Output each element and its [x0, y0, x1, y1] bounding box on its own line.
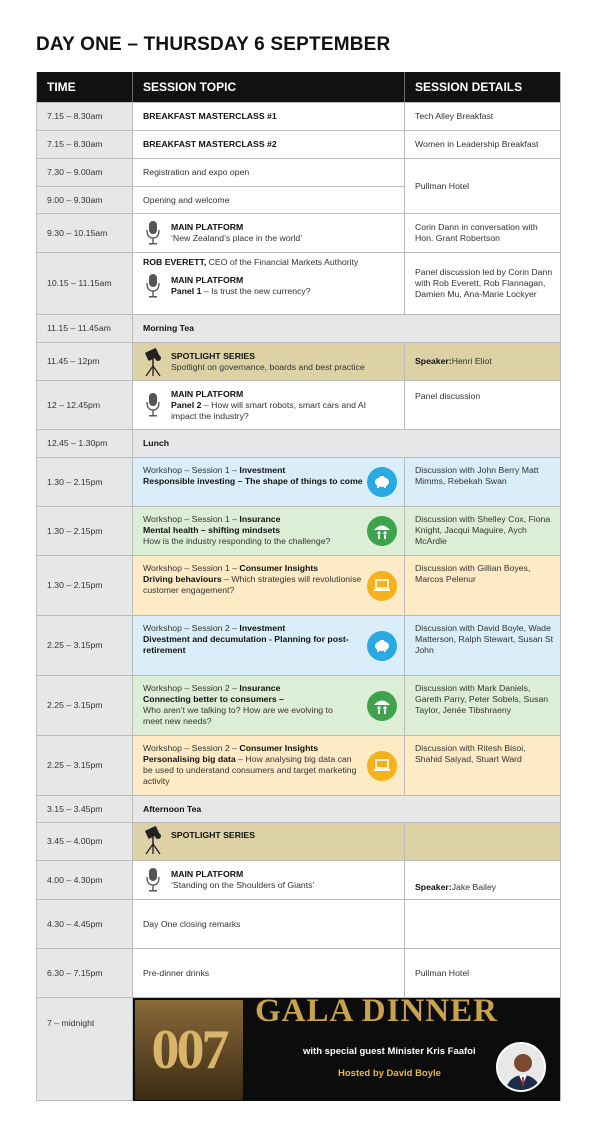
details-cell: Henri Eliot	[451, 356, 492, 366]
workshop-prefix: Workshop – Session 2 –	[143, 683, 240, 693]
details-cell: Discussion with Shelley Cox, Fiona Knight, Jacqui Maguire, Aych McArdle	[405, 507, 560, 555]
details-cell: Discussion with Mark Daniels, Gareth Parry, Peter Sobels, Susan Taylor, Jenée Tibshraeny	[405, 676, 560, 735]
time-cell: 9.00 – 9.30am	[37, 187, 133, 213]
schedule-table	[36, 72, 561, 1101]
details-cell: Pullman Hotel	[415, 967, 470, 978]
topic-cell: Mental health – shifting mindsets	[143, 525, 281, 535]
laptop-icon	[367, 571, 397, 601]
piggy-bank-icon	[367, 631, 397, 661]
stream-label: Insurance	[239, 683, 281, 693]
table-row	[37, 795, 560, 822]
piggy-bank-icon	[367, 467, 397, 497]
header-details: SESSION DETAILS	[415, 80, 523, 94]
table-header	[37, 72, 560, 102]
speaker-label: Speaker:	[415, 356, 452, 366]
workshop-prefix: Workshop – Session 1 –	[143, 465, 240, 475]
details-cell: Panel discussion	[415, 391, 481, 401]
spotlight-icon	[139, 347, 167, 377]
topic-cell: – Is trust the new currency?	[201, 286, 311, 296]
time-cell: 4.00 – 4.30pm	[37, 861, 133, 899]
gala-logo: 007	[135, 1000, 243, 1100]
time-cell: 6.30 – 7.15pm	[37, 949, 133, 997]
topic-question: – How analysing big data can be used to understand consumers and target marketing activity	[143, 754, 357, 786]
spotlight-icon	[139, 825, 167, 855]
break-label: Afternoon Tea	[143, 803, 202, 814]
time-cell: 2.25 – 3.15pm	[37, 736, 133, 795]
workshop-prefix: Workshop – Session 2 –	[143, 743, 240, 753]
details-cell	[405, 823, 560, 860]
workshop-prefix: Workshop – Session 2 –	[143, 623, 240, 633]
table-row	[37, 506, 560, 555]
speaker-role: CEO of the Financial Markets Authority	[206, 257, 359, 267]
topic-cell: ‘New Zealand’s place in the world’	[171, 233, 303, 243]
table-row	[37, 130, 560, 158]
time-cell: 1.30 – 2.15pm	[37, 458, 133, 506]
details-cell: Panel discussion led by Corin Dann with Rob Everett, Rob Flannagan, Damien Mu, Ana-Marie Lockyer	[415, 267, 553, 299]
laptop-icon	[367, 751, 397, 781]
time-cell: 7 – midnight	[37, 998, 133, 1100]
time-cell: 2.25 – 3.15pm	[37, 676, 133, 735]
time-cell: 10.15 – 11.15am	[37, 253, 133, 314]
table-row	[37, 213, 560, 252]
main-platform-label: MAIN PLATFORM	[171, 388, 244, 399]
speaker-label: Speaker:	[415, 882, 452, 892]
details-cell: Women in Leadership Breakfast	[415, 139, 539, 149]
panel-label: Panel 2	[171, 399, 202, 410]
time-cell: 3.45 – 4.00pm	[37, 823, 133, 860]
topic-cell: ‘Standing on the Shoulders of Giants’	[171, 880, 315, 890]
table-row	[37, 555, 560, 615]
details-cell: Tech Alley Breakfast	[415, 111, 494, 121]
spotlight-label: SPOTLIGHT SERIES	[171, 350, 255, 361]
details-cell: Discussion with Gillian Boyes, Marcos Pelenur	[405, 556, 560, 615]
guest-avatar	[496, 1042, 546, 1092]
topic-cell: Day One closing remarks	[133, 900, 405, 948]
gala-dinner-banner	[133, 998, 560, 1101]
time-cell: 4.30 – 4.45pm	[37, 900, 133, 948]
stream-label: Insurance	[239, 514, 281, 524]
topic-cell: Pre-dinner drinks	[133, 949, 405, 997]
time-cell: 11.45 – 12pm	[37, 343, 133, 380]
stream-label: Investment	[239, 623, 286, 633]
table-row	[37, 860, 560, 899]
topic-question: – Which strategies will revolutionise customer engagement?	[143, 574, 362, 595]
topic-cell: Connecting better to consumers –	[143, 694, 284, 704]
table-row	[37, 948, 560, 997]
details-cell	[405, 900, 560, 948]
details-cell: Jake Bailey	[451, 882, 497, 892]
topic-cell: Registration and expo open	[133, 159, 405, 186]
topic-cell: BREAKFAST MASTERCLASS #1	[143, 111, 277, 121]
time-cell: 7.15 – 8.30am	[37, 131, 133, 158]
gala-host: Hosted by David Boyle	[338, 1068, 441, 1079]
time-cell: 1.30 – 2.15pm	[37, 507, 133, 555]
details-cell: Corin Dann in conversation with Hon. Grant Robertson	[415, 222, 538, 243]
microphone-icon	[139, 220, 167, 246]
main-platform-label: MAIN PLATFORM	[171, 222, 244, 232]
topic-cell: Responsible investing – The shape of things to come	[143, 476, 363, 486]
time-cell: 11.15 – 11.45am	[37, 315, 133, 342]
table-row	[37, 997, 560, 1101]
family-umbrella-icon	[367, 691, 397, 721]
details-cell: Pullman Hotel	[415, 180, 470, 191]
spotlight-label: SPOTLIGHT SERIES	[171, 830, 255, 840]
topic-question: Who aren’t we talking to? How are we evolving to meet new needs?	[143, 705, 333, 726]
microphone-icon	[139, 867, 167, 893]
topic-cell: Driving behaviours	[143, 574, 222, 584]
topic-cell: Personalising big data	[143, 754, 236, 764]
page-title: DAY ONE – THURSDAY 6 SEPTEMBER	[36, 34, 391, 55]
gala-subtitle: with special guest Minister Kris Faafoi	[303, 1046, 476, 1057]
topic-cell: Opening and welcome	[133, 187, 405, 213]
gala-title: GALA DINNER	[255, 998, 498, 1029]
break-label: Lunch	[143, 438, 170, 448]
table-row	[37, 342, 560, 380]
topic-cell: – How will smart robots, smart cars and AI impact the industry?	[171, 399, 367, 421]
header-topic: SESSION TOPIC	[133, 72, 405, 102]
table-row	[37, 102, 560, 130]
time-cell: 7.30 – 9.00am	[37, 159, 133, 186]
table-row	[37, 735, 560, 795]
time-cell: 7.15 – 8.30am	[37, 103, 133, 130]
time-cell: 12.45 – 1.30pm	[37, 430, 133, 457]
main-platform-label: MAIN PLATFORM	[171, 869, 244, 879]
microphone-icon	[139, 273, 167, 299]
table-row	[37, 675, 560, 735]
main-platform-label: MAIN PLATFORM	[171, 275, 244, 285]
time-cell: 3.15 – 3.45pm	[37, 796, 133, 822]
details-cell: Discussion with Ritesh Bisoi, Shahid Saiyad, Stuart Ward	[405, 736, 560, 795]
table-row	[37, 252, 560, 314]
stream-label: Investment	[239, 465, 286, 475]
time-cell: 9.30 – 10.15am	[37, 214, 133, 252]
workshop-prefix: Workshop – Session 1 –	[143, 563, 240, 573]
table-row	[37, 615, 560, 675]
stream-label: Consumer Insights	[239, 743, 319, 753]
topic-question: How is the industry responding to the challenge?	[143, 536, 331, 546]
table-row	[37, 899, 560, 948]
break-label: Morning Tea	[143, 323, 194, 333]
stream-label: Consumer Insights	[239, 563, 319, 573]
topic-cell: Spotlight on governance, boards and best practice	[171, 361, 365, 372]
merged-rows	[37, 158, 560, 213]
table-row	[37, 429, 560, 457]
table-row	[37, 380, 560, 429]
family-umbrella-icon	[367, 516, 397, 546]
topic-cell: BREAKFAST MASTERCLASS #2	[143, 139, 277, 149]
header-time: TIME	[37, 72, 133, 102]
time-cell: 12 – 12.45pm	[37, 381, 133, 429]
details-cell: Discussion with John Berry Matt Mimms, Rebekah Swan	[405, 458, 560, 506]
table-row	[37, 822, 560, 860]
topic-cell: Divestment and decumulation - Planning for post-retirement	[143, 634, 349, 655]
table-row	[37, 457, 560, 506]
time-cell: 1.30 – 2.15pm	[37, 556, 133, 615]
workshop-prefix: Workshop – Session 1 –	[143, 514, 240, 524]
table-row	[37, 314, 560, 342]
microphone-icon	[139, 392, 167, 418]
panel-label: Panel 1	[171, 286, 202, 296]
speaker-name: ROB EVERETT,	[143, 257, 207, 267]
time-cell: 2.25 – 3.15pm	[37, 616, 133, 675]
details-cell: Discussion with David Boyle, Wade Matterson, Ralph Stewart, Susan St John	[405, 616, 560, 675]
